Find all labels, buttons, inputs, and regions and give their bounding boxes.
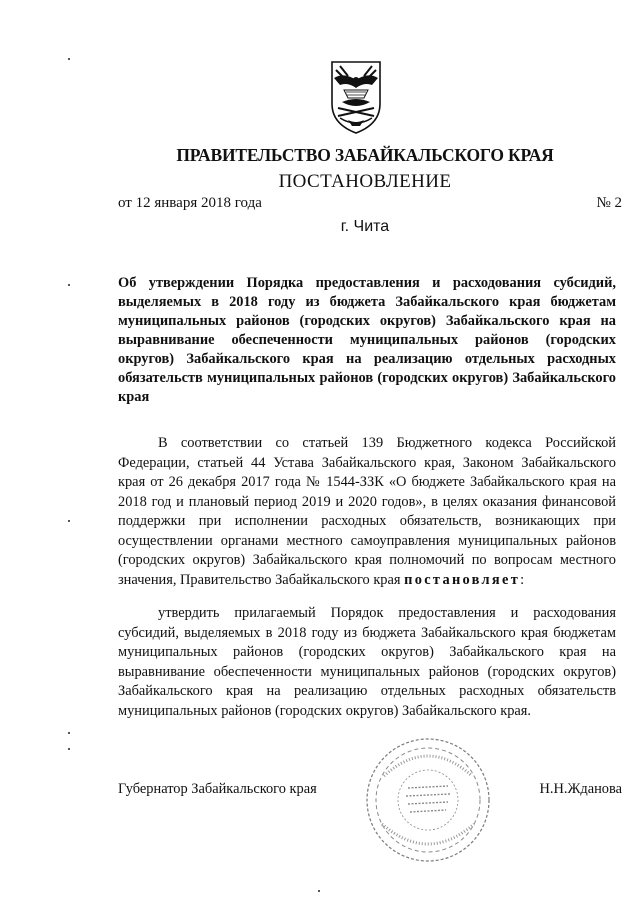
signatory-title: Губернатор Забайкальского края [118,781,317,797]
scan-mark-3 [68,520,70,522]
signatory-name: Н.Н.Жданова [539,781,622,797]
scan-mark-4 [68,732,70,734]
body-paragraph-1-text: В соответствии со статьей 139 Бюджетного кодекса Российской Федерации, статьей 44 Устава Забайкальского края, Законом Забайкальского края от 26 декабря 2017 года № 1544-ЗЗК «О бюджете Забайкальского края на 2018 год и плановый период 2019 и 2020 годов», в целях оказания финансовой поддержки при исполнении расходных обязательств, возникающих при осуществлении органами местного самоуправления муниципальных районов (городских округов) Забайкальского края полномочий по вопросам местного значения, Правительство Забайкальского края [118,435,616,588]
resolves-colon: : [520,571,525,588]
scan-mark-1 [68,58,70,60]
body-paragraph-2: утвердить прилагаемый Порядок предоставления и расходования субсидий, выделяемых в 2018 году из бюджета Забайкальского края бюджетам муниципальных районов (городских округов) Забайкальского края на выравнивание обеспеченности муниципальных районов (городских округов) Забайкальского края на реализацию отдельных расходных обязательств муниципальных районов (городских округов) Забайкальского края. [118,605,616,719]
document-city: г. Чита [340,218,390,235]
body-paragraph-1 [118,434,616,590]
official-stamp-icon [364,736,492,864]
document-date: от 12 января 2018 года [118,195,262,211]
resolves-word: постановляет [404,571,521,588]
document-type: ПОСТАНОВЛЕНИЕ [278,171,452,192]
scan-mark-2 [68,284,70,286]
coat-of-arms-icon [326,58,386,136]
document-subject: Об утверждении Порядка предоставления и расходования субсидий, выделяемых в 2018 году из бюджета Забайкальского края бюджетам муниципальных районов (городских округов) Забайкальского края на выравнивание обеспеченности муниципальных районов (городских округов) Забайкальского края на реализацию отдельных расходных обязательств муниципальных районов (городских округов) Забайкальского края [118,275,616,405]
scan-mark-5 [68,748,70,750]
government-title: ПРАВИТЕЛЬСТВО ЗАБАЙКАЛЬСКОГО КРАЯ [176,145,554,165]
document-number: № 2 [596,195,622,211]
scan-mark-6 [318,890,320,892]
